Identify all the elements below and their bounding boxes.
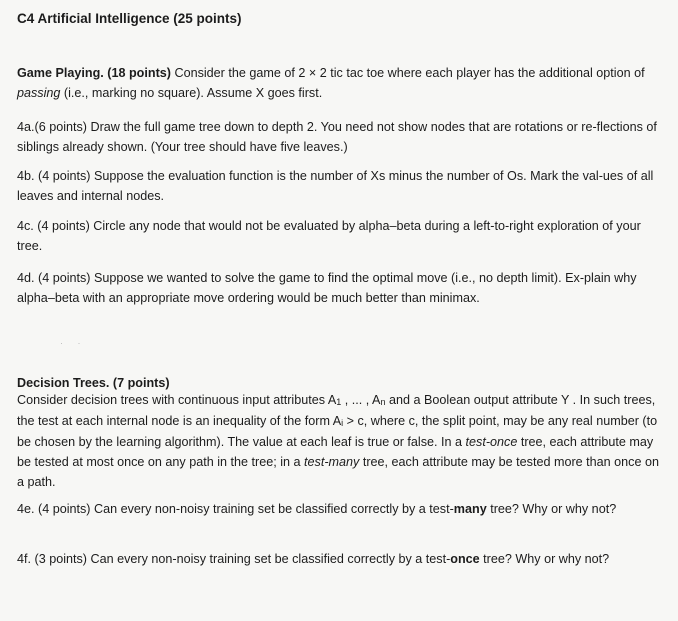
q4e-text-a: 4e. (4 points) Can every non-noisy training set be classified correctly by a test- [17, 502, 454, 516]
decision-trees-intro [17, 390, 667, 492]
test-many-term: test-many [304, 455, 360, 469]
dt-text-c: and a Boolean output attribute Y . In such trees, the test at each internal node is an inequality of the form A [17, 393, 656, 428]
q4e-bold: many [453, 502, 487, 516]
subscript-1: 1 [336, 397, 342, 407]
question-4a: 4a.(6 points) Draw the full game tree down to depth 2. You need not show nodes that are rotations or re-flections of siblings already shown. (Your tree should have five leaves.) [17, 120, 657, 154]
dt-text-e: tree, each attribute may be tested at most once on any path in the tree; in a [17, 435, 654, 469]
question-4c: 4c. (4 points) Circle any node that would not be evaluated by alpha–beta during a left-to-right exploration of your tree. [17, 219, 641, 253]
intro-text-2: (i.e., marking no square). Assume X goes first. [60, 86, 323, 100]
q4f-text-a: 4f. (3 points) Can every non-noisy training set be classified correctly by a test- [17, 552, 451, 566]
dt-text-a: Consider decision trees with continuous input attributes A [17, 393, 337, 407]
question-4d: 4d. (4 points) Suppose we wanted to solve the game to find the optimal move (i.e., no depth limit). Ex-plain why alpha–beta with an appropriate move ordering would be much better than minimax. [17, 271, 637, 305]
scan-specks: · · [60, 338, 87, 348]
subscript-i: i [341, 418, 344, 428]
section-title: C4 Artificial Intelligence (25 points) [17, 11, 242, 26]
question-4b: 4b. (4 points) Suppose the evaluation function is the number of Xs minus the number of Os. Mark the val-ues of all leaves and internal nodes. [17, 169, 654, 203]
q4f-text-b: tree? Why or why not? [479, 552, 610, 566]
dt-text-d: > c, where c, the split point, may be any real number (to be chosen by the learning algorithm). The value at each leaf is true or false. In a [17, 414, 658, 449]
dt-text-f: tree, each attribute may be tested more than once on a path. [17, 455, 659, 489]
intro-text-1: Consider the game of 2 × 2 tic tac toe where each player has the additional option of [170, 66, 645, 80]
decision-trees-title: Decision Trees. (7 points) [17, 376, 170, 390]
question-4e [17, 499, 667, 519]
game-playing-heading: Game Playing. (18 points) [17, 66, 171, 80]
dt-text-b: , ... , A [341, 393, 381, 407]
question-4f [17, 549, 667, 569]
intro-italic: passing [17, 86, 61, 100]
test-once-term: test-once [465, 435, 518, 449]
q4f-bold: once [450, 552, 480, 566]
subscript-n: n [380, 397, 386, 407]
q4e-text-b: tree? Why or why not? [486, 502, 617, 516]
game-playing-intro [17, 63, 667, 103]
